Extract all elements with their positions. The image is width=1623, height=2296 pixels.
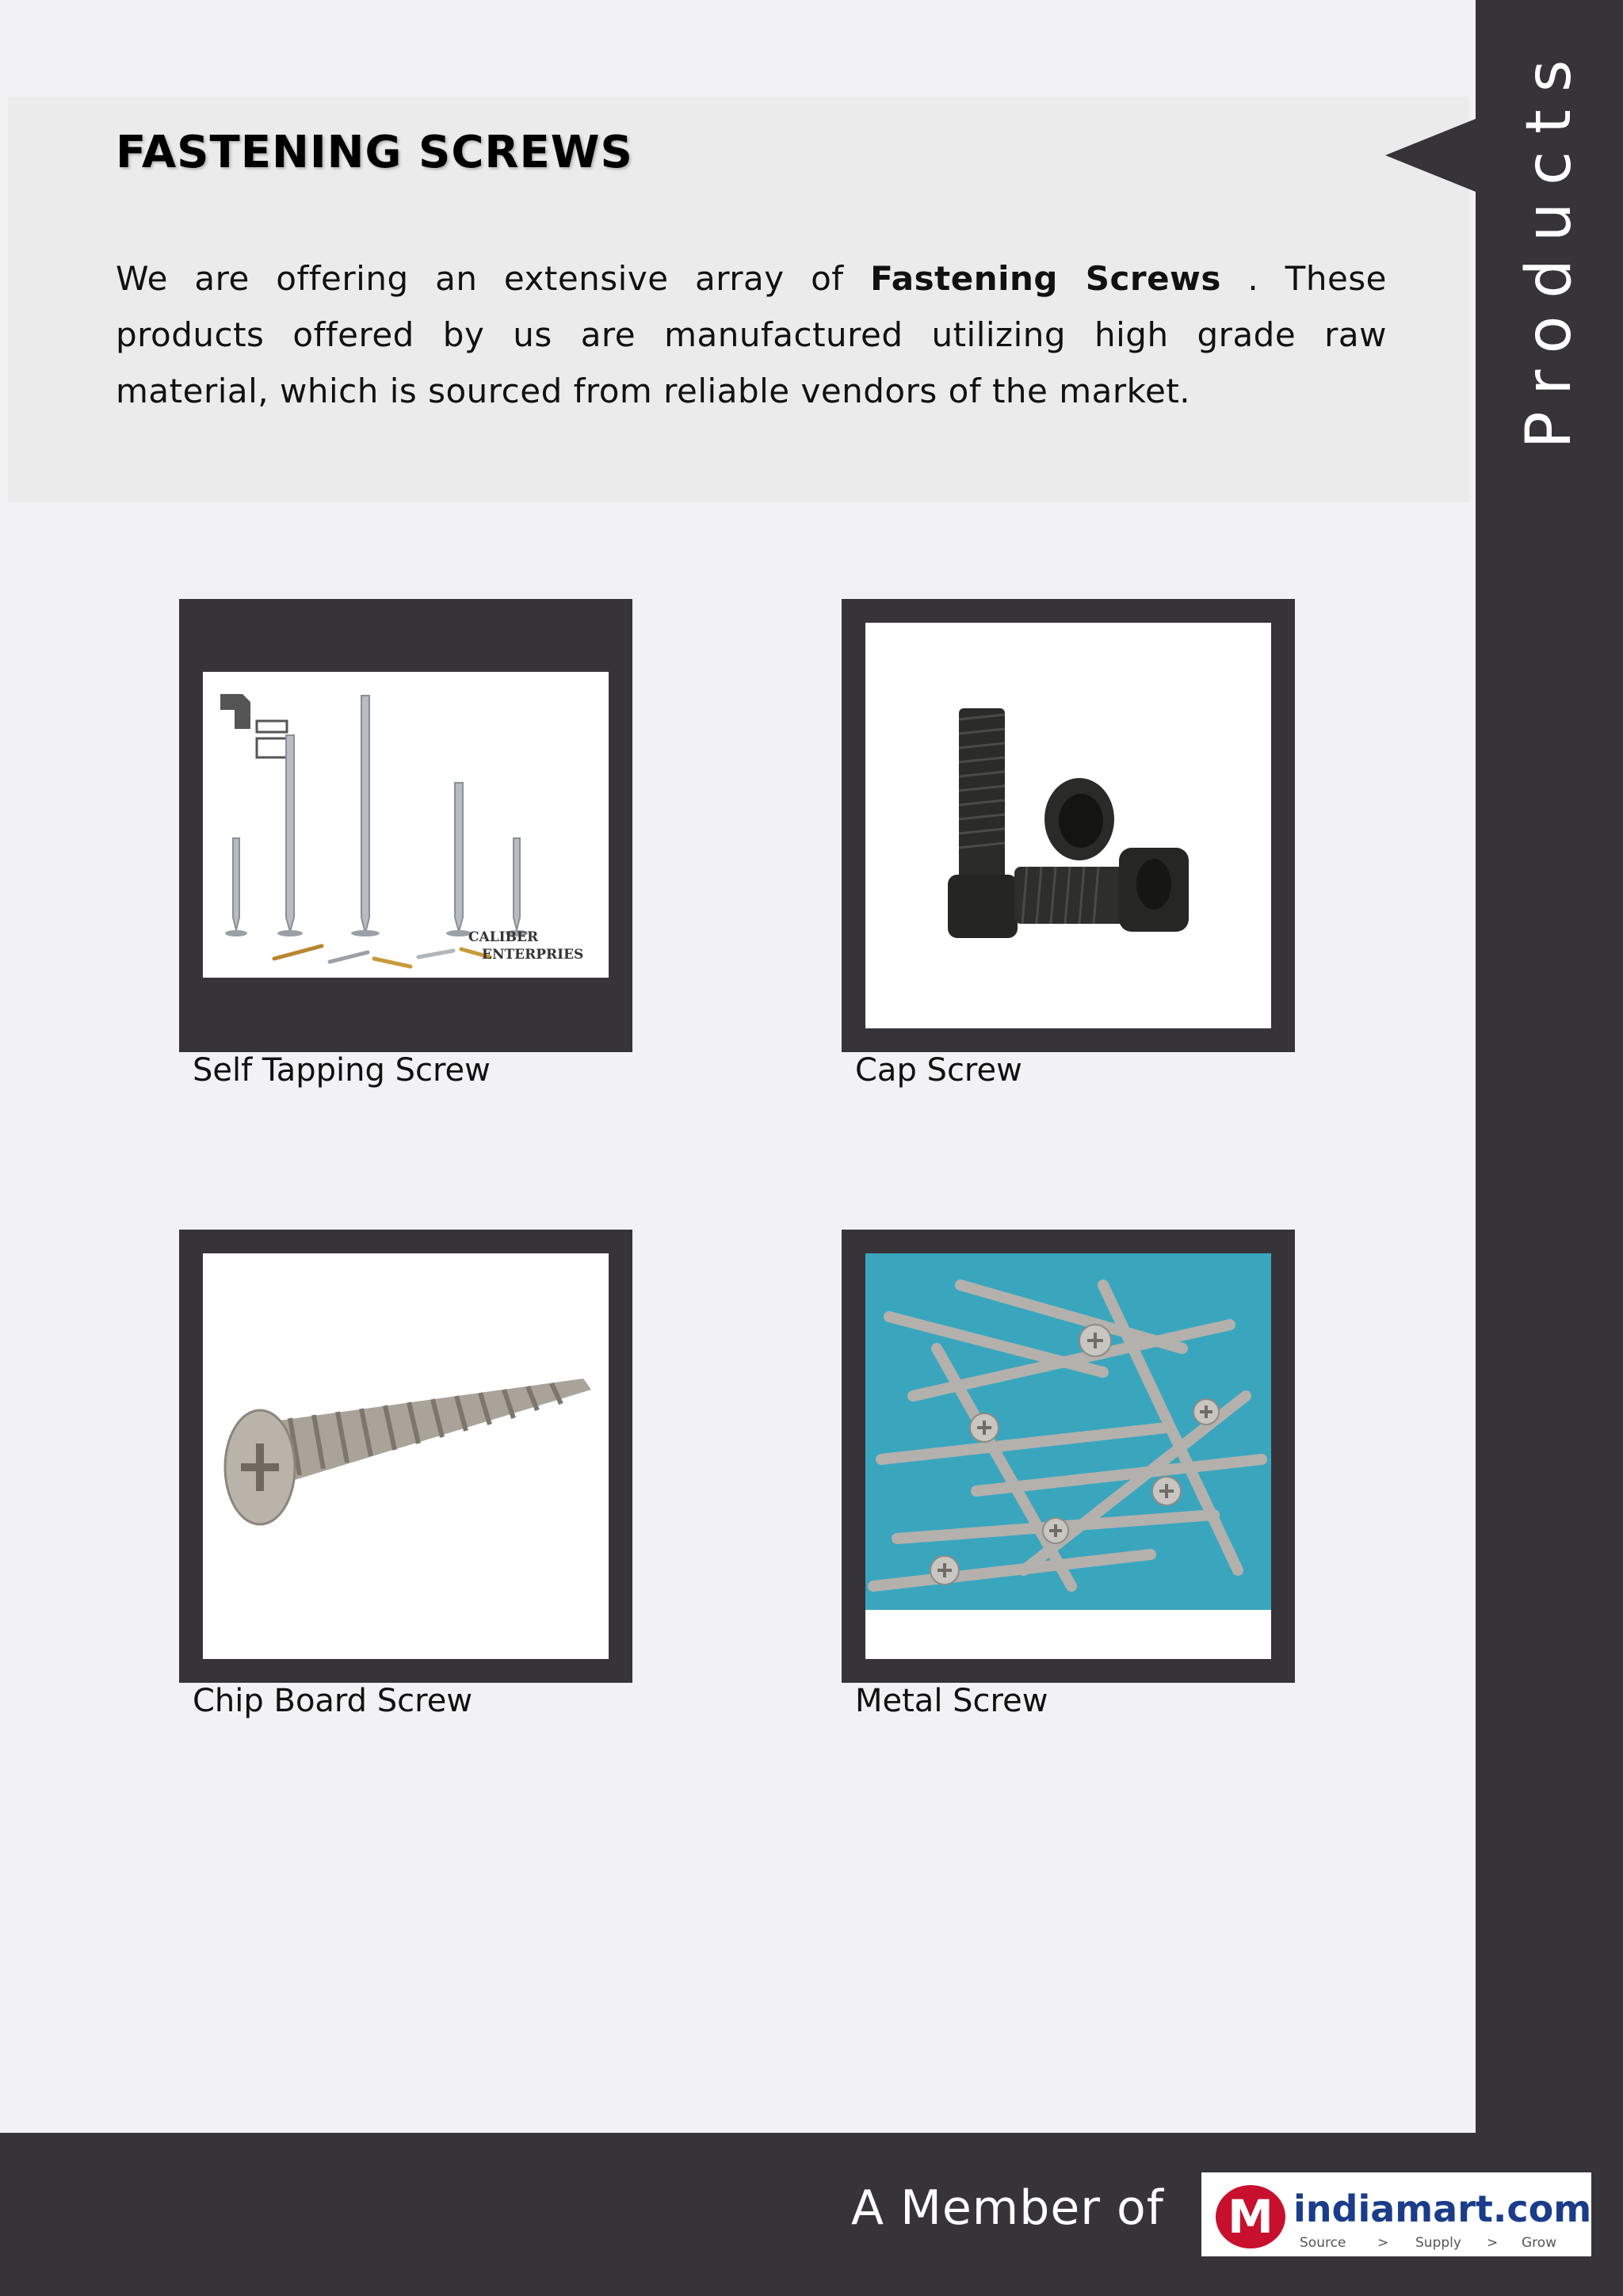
product-image-metal-screw — [865, 1253, 1271, 1659]
product-card-metal-screw[interactable] — [842, 1230, 1295, 1683]
product-card-cap-screw[interactable] — [842, 599, 1295, 1052]
logo-tagline-grow: Grow — [1522, 2235, 1557, 2251]
intro-text-after: . These products offered by us are manufactured utilizing high grade raw material, which is sourced from reliable vendors of the market. — [116, 259, 1388, 410]
image-text-enterpries: ENTERPRIES — [482, 947, 584, 963]
product-caption-cap-screw[interactable]: Cap Screw — [855, 1052, 1022, 1089]
indiamart-logo[interactable] — [1201, 2172, 1591, 2256]
image-text-caliber: CALIBER — [468, 929, 539, 945]
page-title: FASTENING SCREWS — [116, 127, 633, 178]
product-image-cap-screw — [865, 623, 1271, 1028]
product-caption-chip-board-screw[interactable]: Chip Board Screw — [193, 1683, 473, 1719]
product-card-self-tapping-screw[interactable] — [179, 599, 632, 1052]
logo-tagline-sep-2: > — [1487, 2235, 1499, 2251]
product-image-self-tapping-screw — [203, 672, 609, 978]
section-pointer-arrow — [1385, 119, 1476, 192]
intro-paragraph — [116, 250, 1387, 419]
svg-text:M: M — [1228, 2190, 1274, 2244]
sidebar-label: Products — [1514, 42, 1585, 449]
product-card-chip-board-screw[interactable] — [179, 1230, 632, 1683]
product-caption-metal-screw[interactable]: Metal Screw — [855, 1683, 1048, 1719]
product-caption-self-tapping-screw[interactable]: Self Tapping Screw — [193, 1052, 491, 1089]
logo-tagline-source: Source — [1300, 2235, 1346, 2251]
footer-member-text: A Member of — [851, 2180, 1164, 2236]
intro-text-before: We are offering an extensive array of — [116, 259, 871, 298]
logo-brand-text: indiamart.com — [1293, 2187, 1591, 2230]
product-image-chip-board-screw — [203, 1253, 609, 1659]
logo-tagline-supply: Supply — [1415, 2235, 1461, 2251]
logo-tagline-sep-1: > — [1377, 2235, 1389, 2251]
intro-text-bold: Fastening Screws — [870, 259, 1221, 298]
